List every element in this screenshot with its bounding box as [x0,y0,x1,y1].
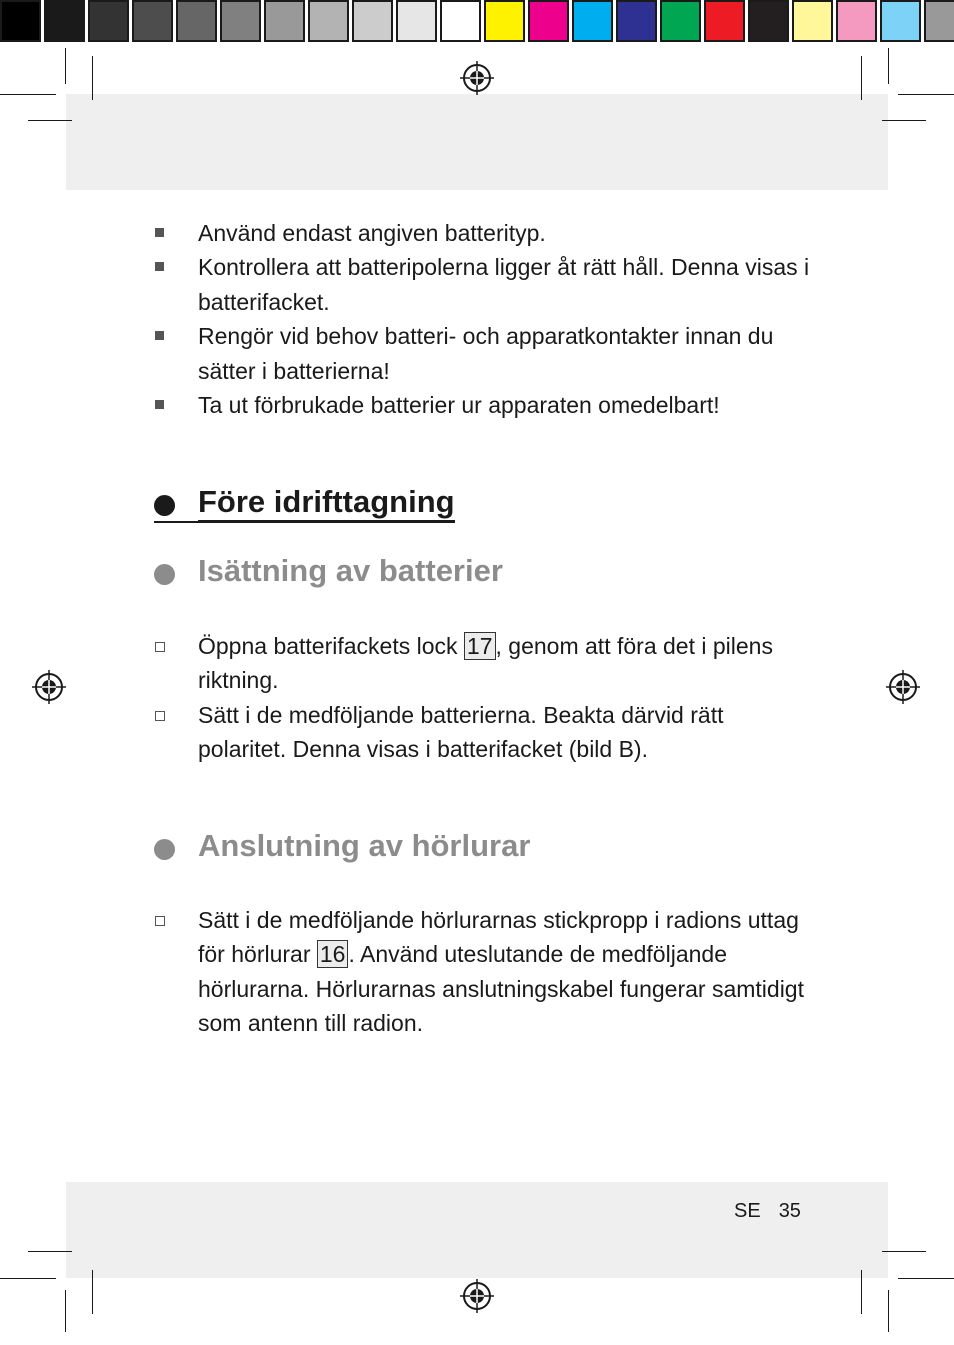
headphone-steps-list [150,903,810,1041]
color-swatch [484,0,525,42]
square-bullet-icon [155,331,164,340]
heading-dot-icon [154,564,175,585]
crop-mark [888,48,889,84]
color-swatch [352,0,393,42]
color-swatch [396,0,437,42]
crop-mark [0,1278,56,1279]
part-reference-badge: 17 [464,632,496,660]
registration-mark-icon [32,670,66,704]
crop-mark [861,1270,862,1314]
list-item: Använd endast angiven batterityp. [150,216,810,250]
color-swatch [528,0,569,42]
square-bullet-icon [155,228,164,237]
section-heading-before-use: Före idrifttagning [150,484,455,520]
crop-mark [898,94,954,95]
footer-band [66,1182,888,1278]
page-footer [734,1200,801,1223]
color-swatch [748,0,789,42]
crop-mark [28,120,72,121]
section-heading-insert-batteries: Isättning av batterier [150,553,503,589]
list-item: Öppna batterifackets lock 17 , genom att föra det i pilens riktning. [150,629,810,698]
square-bullet-icon [155,262,164,271]
color-swatch [704,0,745,42]
list-item: Sätt i de medföljande hörlurarnas stickpropp i radions uttag för hörlurar 16 . Använd uteslutande de medföljande hörlurarna. Hörlurarnas anslutningskabel fungerar samtidigt som antenn till radion. [150,903,810,1041]
registration-mark-icon [460,61,494,95]
header-band [66,94,888,190]
color-calibration-bar [484,0,954,46]
color-swatch [792,0,833,42]
color-swatch [132,0,173,42]
color-swatch [924,0,954,42]
color-swatch [220,0,261,42]
list-item: Ta ut förbrukade batterier ur apparaten omedelbart! [150,388,810,422]
color-swatch [440,0,481,42]
crop-mark [882,120,926,121]
crop-mark [898,1278,954,1279]
crop-mark [92,1270,93,1314]
color-swatch [176,0,217,42]
page-number: 35 [778,1200,801,1222]
registration-mark-icon [460,1279,494,1313]
checkbox-bullet-icon [155,711,165,721]
color-swatch [308,0,349,42]
color-swatch [880,0,921,42]
color-swatch [88,0,129,42]
color-swatch [264,0,305,42]
registration-mark-icon [886,670,920,704]
color-swatch [44,0,85,42]
crop-mark [882,1251,926,1252]
square-bullet-icon [155,400,164,409]
heading-dot-icon [154,495,175,516]
color-swatch [572,0,613,42]
battery-safety-list [150,216,810,422]
checkbox-bullet-icon [155,642,165,652]
crop-mark [861,56,862,100]
battery-steps-list [150,629,810,767]
gray-calibration-bar [0,0,484,46]
list-item: Rengör vid behov batteri- och apparatkontakter innan du sätter i batterierna! [150,319,810,388]
section-heading-headphones: Anslutning av hörlurar [150,828,530,864]
color-swatch [660,0,701,42]
list-item: Sätt i de medföljande batterierna. Beakta därvid rätt polaritet. Denna visas i batterifacket (bild B). [150,698,810,767]
crop-mark [65,48,66,84]
list-item: Kontrollera att batteripolerna ligger åt rätt håll. Denna visas i batterifacket. [150,250,810,319]
crop-mark [0,94,56,95]
crop-mark [65,1290,66,1332]
part-reference-badge: 16 [317,940,349,968]
heading-dot-icon [154,839,175,860]
color-swatch [616,0,657,42]
color-swatch [836,0,877,42]
heading-underline [154,521,455,523]
color-swatch [0,0,41,42]
crop-mark [888,1290,889,1332]
crop-mark [28,1251,72,1252]
crop-mark [92,56,93,100]
checkbox-bullet-icon [155,916,165,926]
language-code: SE [734,1200,761,1222]
